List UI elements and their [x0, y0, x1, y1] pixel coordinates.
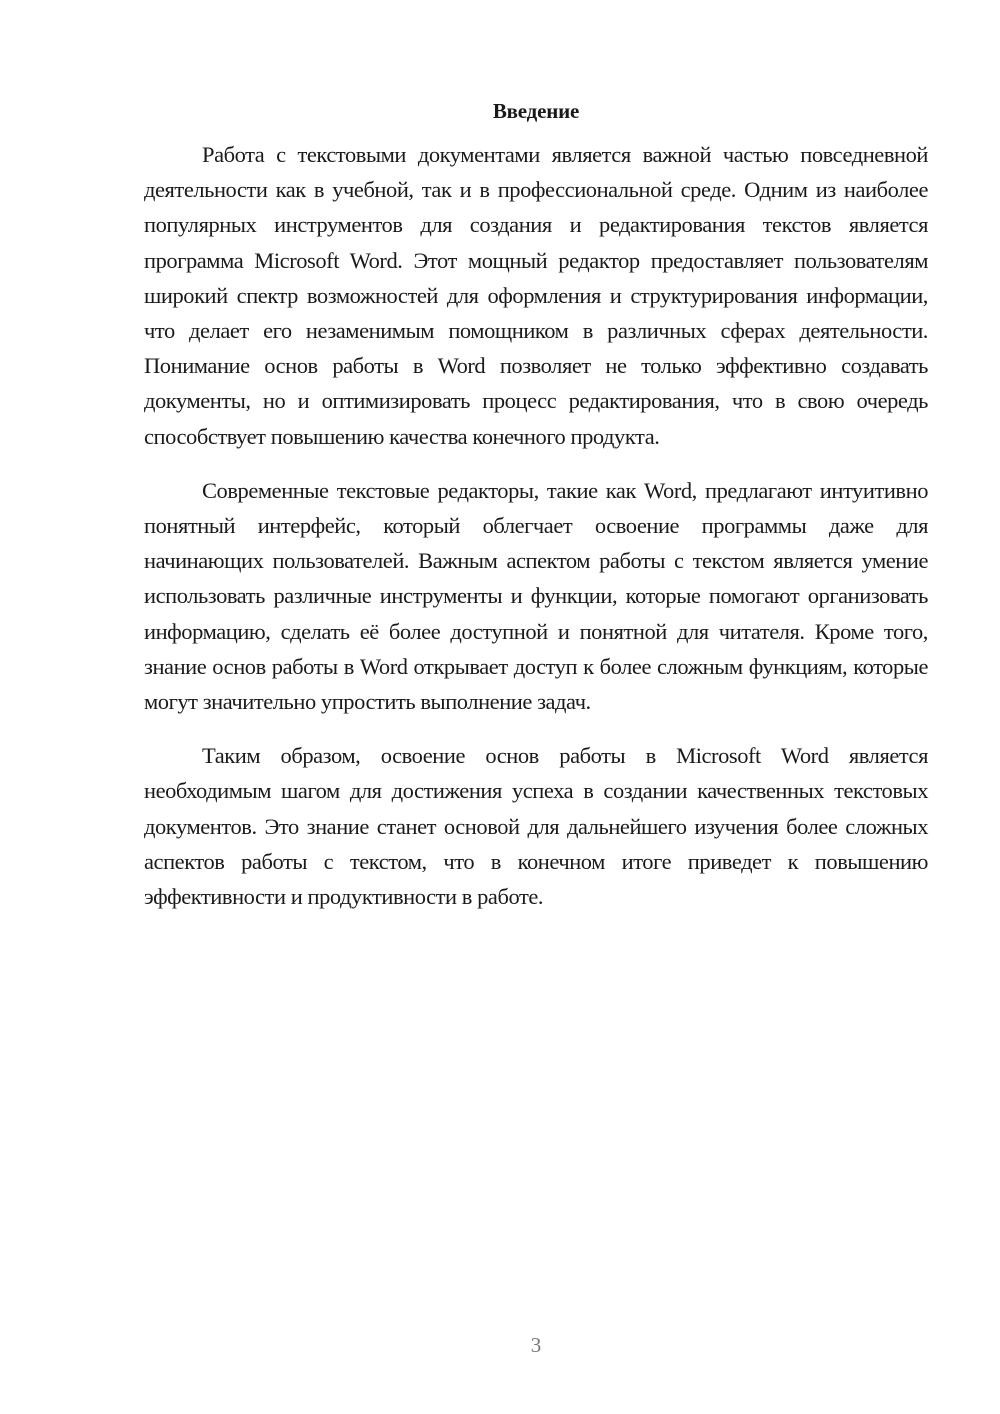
paragraph-3: Таким образом, освоение основ работы в Microsoft Word является необходимым шагом для достижения успеха в создании качественных текстовых документов. Это знание станет основой для дальнейшего изучения более сложных аспектов работы с текстом, что в конечном итоге приведет к повышению эффективности и продуктивности в работе. — [144, 743, 928, 910]
document-page — [144, 96, 928, 933]
paragraph-1: Работа с текстовыми документами является важной частью повседневной деятельности как в учебной, так и в профессиональной среде. Одним из наиболее популярных инструментов для создания и редактирования текстов является программа Microsoft Word. Этот мощный редактор предоставляет пользователям широкий спектр возможностей для оформления и структурирования информации, что делает его незаменимым помощником в различных сферах деятельности. Понимание основ работы в Word позволяет не только эффективно создавать документы, но и оптимизировать процесс редактирования, что в свою очередь способствует повышению качества конечного продукта. — [144, 142, 929, 449]
page-number: 3 — [530, 1333, 542, 1357]
section-title: Введение — [492, 99, 580, 123]
paragraph-2: Современные текстовые редакторы, такие как Word, предлагают интуитивно понятный интерфейс, который облегчает освоение программы даже для начинающих пользователей. Важным аспектом работы с текстом является умение использовать различные инструменты и функции, которые помогают организовать информацию, сделать её более доступной и понятной для читателя. Кроме того, знание основ работы в Word открывает доступ к более сложным функциям, которые могут значительно упростить выполнение задач. — [144, 477, 928, 715]
